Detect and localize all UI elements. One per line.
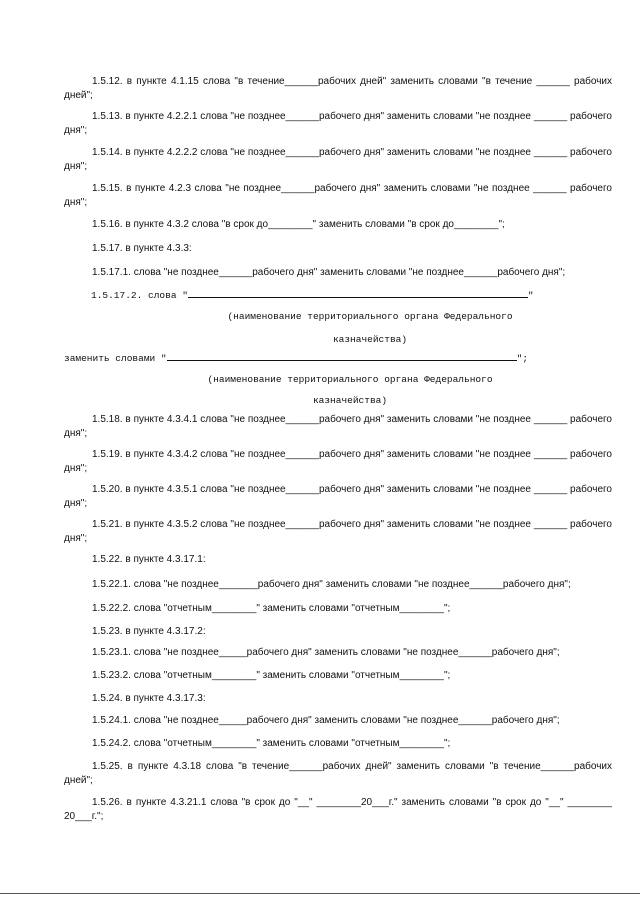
paragraph-1-5-19: 1.5.19. в пункте 4.3.4.2 слова "не позднее______рабочего дня" заменить словами "не позднее ______ рабочего дня"; [64,449,612,474]
paragraph-1-5-22-2: 1.5.22.2. слова "отчетным________" заменить словами "отчетным________"; [92,603,451,614]
paragraph-1-5-14: 1.5.14. в пункте 4.2.2.2 слова "не позднее______рабочего дня" заменить словами "не позднее ______ рабочего дня"; [64,147,612,172]
caption-treasury-2: казначейства) [312,395,388,406]
paragraph-1-5-12: 1.5.12. в пункте 4.1.15 слова "в течение______рабочих дней" заменить словами "в течение ______ рабочих дней"; [64,76,612,101]
caption-territorial-body-2: (наименование территориального органа Федерального [207,374,493,385]
paragraph-1-5-24-1: 1.5.24.1. слова "не позднее_____рабочего дня" заменить словами "не позднее______рабочего дня"; [92,715,560,726]
bottom-divider [0,893,640,894]
fill-in-blank-line [167,351,517,361]
caption-treasury-1: казначейства) [332,334,408,345]
paragraph-1-5-23: 1.5.23. в пункте 4.3.17.2: [92,626,206,637]
paragraph-1-5-26: 1.5.26. в пункте 4.3.21.1 слова "в срок до "__" ________20___г." заменить словами "в срок до "__" ________ 20___г."; [64,797,612,822]
caption-territorial-body-1: (наименование территориального органа Федерального [227,311,513,322]
fill-in-blank-line [188,288,528,298]
paragraph-1-5-22-1: 1.5.22.1. слова "не позднее_______рабочего дня" заменить словами "не позднее______рабочего дня"; [92,579,571,590]
paragraph-1-5-24-2: 1.5.24.2. слова "отчетным________" заменить словами "отчетным________"; [92,738,451,749]
replace-with-start: заменить словами " [64,353,167,364]
paragraph-1-5-22: 1.5.22. в пункте 4.3.17.1: [92,554,206,565]
paragraph-1-5-15: 1.5.15. в пункте 4.2.3 слова "не позднее______рабочего дня" заменить словами "не позднее ______ рабочего дня"; [64,183,612,208]
paragraph-1-5-13: 1.5.13. в пункте 4.2.2.1 слова "не позднее______рабочего дня" заменить словами "не позднее ______ рабочего дня"; [64,111,612,136]
paragraph-1-5-16: 1.5.16. в пункте 4.3.2 слова "в срок до________" заменить словами "в срок до________"; [92,219,505,230]
paragraph-1-5-24: 1.5.24. в пункте 4.3.17.3: [92,693,206,704]
replace-with-line [64,351,528,365]
paragraph-1-5-25: 1.5.25. в пункте 4.3.18 слова "в течение______рабочих дней" заменить словами "в течение______рабочих дней"; [64,761,612,786]
paragraph-1-5-21: 1.5.21. в пункте 4.3.5.2 слова "не позднее______рабочего дня" заменить словами "не позднее ______ рабочего дня"; [64,519,612,544]
paragraph-1-5-23-2: 1.5.23.2. слова "отчетным________" заменить словами "отчетным________"; [92,670,451,681]
paragraph-1-5-17-2-start: 1.5.17.2. слова " [91,290,188,301]
paragraph-1-5-17-2-end: " [527,290,534,301]
paragraph-1-5-23-1: 1.5.23.1. слова "не позднее_____рабочего дня" заменить словами "не позднее______рабочего дня"; [92,647,560,658]
paragraph-1-5-17-1: 1.5.17.1. слова "не позднее______рабочего дня" заменить словами "не позднее______рабочего дня"; [92,267,566,278]
replace-with-end: "; [516,353,529,364]
paragraph-1-5-18: 1.5.18. в пункте 4.3.4.1 слова "не позднее______рабочего дня" заменить словами "не позднее ______ рабочего дня"; [64,414,612,439]
paragraph-1-5-17-2-line [91,288,534,302]
paragraph-1-5-17: 1.5.17. в пункте 4.3.3: [92,243,192,254]
paragraph-1-5-20: 1.5.20. в пункте 4.3.5.1 слова "не позднее______рабочего дня" заменить словами "не позднее ______ рабочего дня"; [64,484,612,509]
